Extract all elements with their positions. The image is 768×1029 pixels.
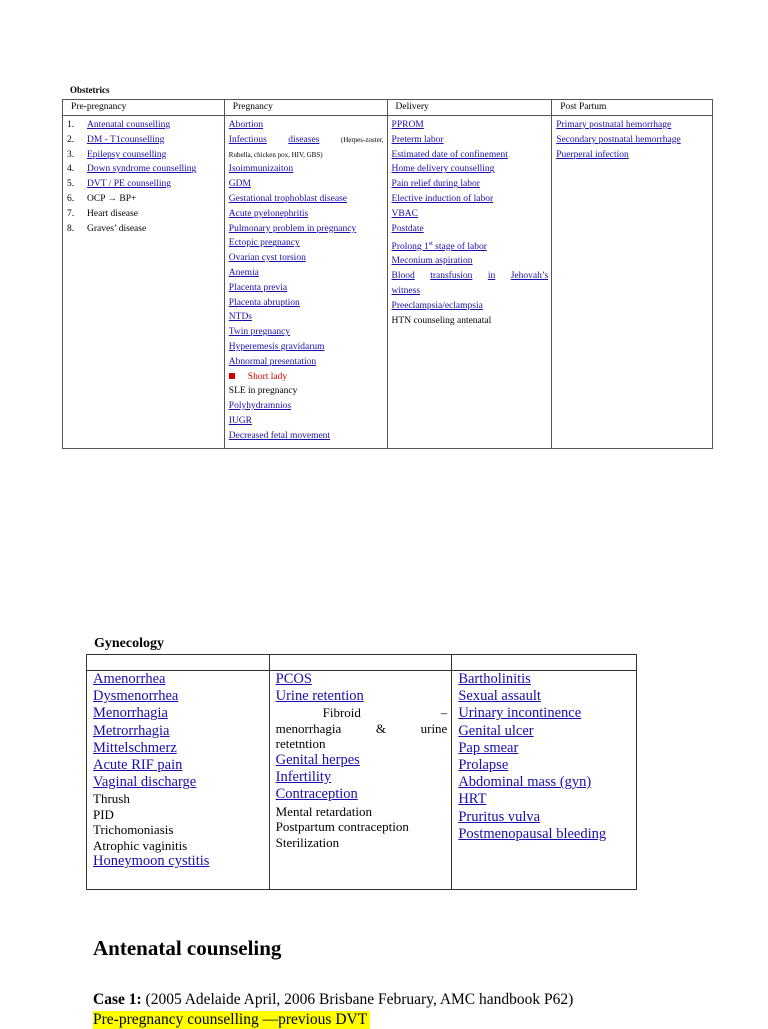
gyn-header-cell [269,655,452,671]
gyn-item-link[interactable]: Contraception [275,786,358,803]
delivery-cell [387,116,552,449]
prepregnancy-cell [63,116,225,449]
gynecology-table [86,654,637,890]
gyn-item-link[interactable]: Metrorrhagia [93,722,170,739]
gyn-header-cell [452,655,637,671]
gyn-item-link[interactable]: Menorrhagia [93,705,168,722]
delivery-item-link[interactable]: Postdate [391,223,424,234]
prepregnancy-item [67,222,221,237]
witness-link[interactable]: witness [391,285,421,296]
prepregnancy-item [67,192,221,207]
blood-transfusion-row [392,269,549,284]
header-pregnancy: Pregnancy [224,100,387,116]
ocp-bp-text: OCP → BP+ [87,193,137,204]
gyn-item-text: Trichomoniasis [93,822,174,838]
gyn-item-text: Postpartum contraception [275,819,409,835]
heart-disease-text: Heart disease [87,208,138,219]
gyn-item-text: Thrush [93,791,130,807]
pregnancy-item-link[interactable]: Isoimmunizaiton [228,164,294,175]
postpartum-item-link[interactable]: Puerperal infection [556,149,629,160]
sle-text: SLE in pregnancy [228,386,298,397]
gyn-item-link[interactable]: Mittelschmerz [93,739,177,756]
gyn-item-link[interactable]: HRT [458,791,487,808]
obstetrics-title: Obstetrics [70,85,110,95]
blood-link[interactable]: Blood [391,271,415,282]
gyn-item-link[interactable]: Bartholinitis [458,671,531,687]
transfusion-link[interactable]: transfusion [430,271,473,282]
pregnancy-cell [224,116,387,449]
epilepsy-counselling-link[interactable]: Epilepsy counselling [87,149,167,160]
fibroid-line-2 [276,721,448,737]
prepregnancy-item [67,207,221,222]
pregnancy-item-link[interactable]: Ectopic pregnancy [228,238,300,249]
antenatal-counselling-link[interactable]: Antenatal counselling [87,120,171,130]
fibroid-text: menorrhagia [275,720,342,736]
fibroid-text: urine [420,720,448,736]
prepregnancy-item[interactable] [67,162,221,177]
gyn-item-link[interactable]: Infertility [275,769,332,786]
pregnancy-item-link[interactable]: Pulmonary problem in pregnancy [228,223,357,234]
header-delivery: Delivery [387,100,552,116]
obstetrics-table [62,99,713,449]
preeclampsia-link[interactable]: Preeclampsia/eclampsia [391,300,483,311]
case-1-line [93,991,573,1009]
prepregnancy-item[interactable] [67,118,221,133]
prolong-text-2: stage of labor [432,241,487,252]
gyn-item-link[interactable]: Genital ulcer [458,722,534,739]
infectious-diseases-row [229,133,384,148]
pregnancy-item-link[interactable]: Hyperemesis gravidarum [228,341,325,352]
prepregnancy-item[interactable] [67,177,221,192]
fibroid-line-3: retetntion [275,736,326,752]
gyn-item-text: Atrophic vaginitis [93,837,188,853]
fibroid-line [276,705,448,721]
pregnancy-item-link[interactable]: Placenta abruption [228,297,300,308]
header-postpartum: Post Partum [552,100,713,116]
gyn-item-link[interactable]: Vaginal discharge [93,774,197,791]
item-number: 5. [67,179,75,190]
item-number: 4. [67,164,75,175]
pregnancy-item-link[interactable]: Twin pregnancy [228,327,291,338]
dm-t1-counselling-link[interactable]: DM - T1counselling [87,134,165,145]
gyn-item-link[interactable]: Acute RIF pain [93,757,183,774]
infectious-link[interactable]: Infectious [228,134,267,145]
abortion-link[interactable]: Abortion [228,120,264,130]
gyn-col-3 [452,671,637,890]
item-number: 2. [67,134,75,145]
fibroid-dash: – [440,705,448,721]
pregnancy-item-link[interactable]: IUGR [228,415,253,426]
gynecology-title: Gynecology [94,636,164,651]
pregnancy-item-link[interactable]: GDM [228,179,251,190]
pregnancy-item-link[interactable]: Abnormal presentation [228,356,317,367]
prepregnancy-item[interactable] [67,133,221,148]
case-text: (2005 Adelaide April, 2006 Brisbane February, AMC handbook P62) [141,991,574,1008]
gyn-item-link[interactable]: Abdominal mass (gyn) [458,774,592,791]
gyn-header-cell [87,655,270,671]
delivery-item-link[interactable]: Estimated date of confinement [391,149,508,160]
gyn-item-link[interactable]: Amenorrhea [93,671,166,687]
gyn-item-link[interactable]: Genital herpes [275,751,360,768]
infectious-note: (Herpes-zoster, [340,135,384,144]
item-number: 7. [67,208,75,219]
delivery-item-link[interactable]: VBAC [391,208,418,219]
pregnancy-item-link[interactable]: Decreased fetal movement [228,430,331,441]
prepregnancy-item[interactable] [67,148,221,163]
antenatal-counseling-heading: Antenatal counseling [93,936,282,960]
pregnancy-item-link[interactable]: Ovarian cyst torsion [228,253,306,264]
pregnancy-item-link[interactable]: Anemia [228,267,259,278]
postpartum-item-link[interactable]: Secondary postnatal hemorrhage [556,134,681,145]
short-lady-text: Short lady [247,371,288,382]
gyn-item-link[interactable]: Prolapse [458,757,509,774]
item-number: 1. [67,120,75,130]
pregnancy-item-link[interactable]: Acute pyelonephritis [228,208,309,219]
case-label: Case 1: [93,991,142,1008]
prolong-text: Prolong 1 [391,241,429,252]
prolong-sup: st [428,240,433,247]
gyn-item-text: Mental retardation [275,803,373,819]
gyn-item-link[interactable]: Dysmenorrhea [93,688,179,705]
gyn-item-link[interactable]: PCOS [275,671,312,687]
pregnancy-item-link[interactable]: NTDs [228,312,253,323]
pregnancy-item-link[interactable]: Polyhydramnios [228,401,292,412]
prolong-stage-link[interactable] [392,242,487,252]
gyn-item-text: PID [93,806,114,822]
delivery-item-link[interactable]: Preterm labor [391,134,444,145]
fibroid-word: Fibroid [322,705,361,721]
postpartum-item-link[interactable]: Primary postnatal hemorrhage [556,120,672,130]
in-link[interactable]: in [487,271,496,282]
delivery-item-link[interactable]: Elective induction of labor [391,193,494,204]
htn-counseling-text: HTN counseling antenatal [391,315,492,326]
gyn-item-link[interactable]: Urine retention [275,688,364,705]
dvt-pe-counselling-link[interactable]: DVT / PE counselling [87,179,172,190]
gyn-item-text: Sterilization [275,834,340,850]
graves-disease-text: Graves’ disease [87,223,147,234]
delivery-item-link[interactable]: Pain relief during labor [391,179,480,190]
gyn-col-1 [87,671,270,890]
pregnancy-item-link[interactable]: Gestational trophoblast disease [228,193,347,204]
gyn-item-link[interactable]: Honeymoon cystitis [93,853,210,870]
case-subtitle: Pre-pregnancy counselling —previous DVT [93,1011,370,1029]
down-syndrome-counselling-link[interactable]: Down syndrome counselling [87,164,197,175]
gyn-col-2 [269,671,452,890]
pregnancy-item-link[interactable]: Placenta previa [228,282,288,293]
gyn-item-link[interactable]: Postmenopausal bleeding [458,825,607,842]
header-prepregnancy: Pre-pregnancy [63,100,225,116]
gyn-item-link[interactable]: Sexual assault [458,688,541,705]
item-number: 3. [67,149,75,160]
item-number: 6. [67,193,75,204]
diseases-link[interactable]: diseases [288,134,320,145]
jehovahs-link[interactable]: Jehovah’s [510,271,549,282]
gyn-item-link[interactable]: Pruritus vulva [458,808,541,825]
fibroid-text: & [375,720,387,736]
red-square-bullet-icon [229,373,235,379]
infectious-note-line2: Rubella, chicken pox, HIV, GBS) [228,150,323,159]
item-number: 8. [67,223,75,234]
delivery-item-link[interactable]: PPROM [391,120,424,130]
meconium-aspiration-link[interactable]: Meconium aspiration [391,256,473,267]
postpartum-cell [552,116,713,449]
delivery-item-link[interactable]: Home delivery counselling [391,164,495,175]
gyn-item-link[interactable]: Pap smear [458,739,519,756]
gyn-item-link[interactable]: Urinary incontinence [458,705,582,722]
